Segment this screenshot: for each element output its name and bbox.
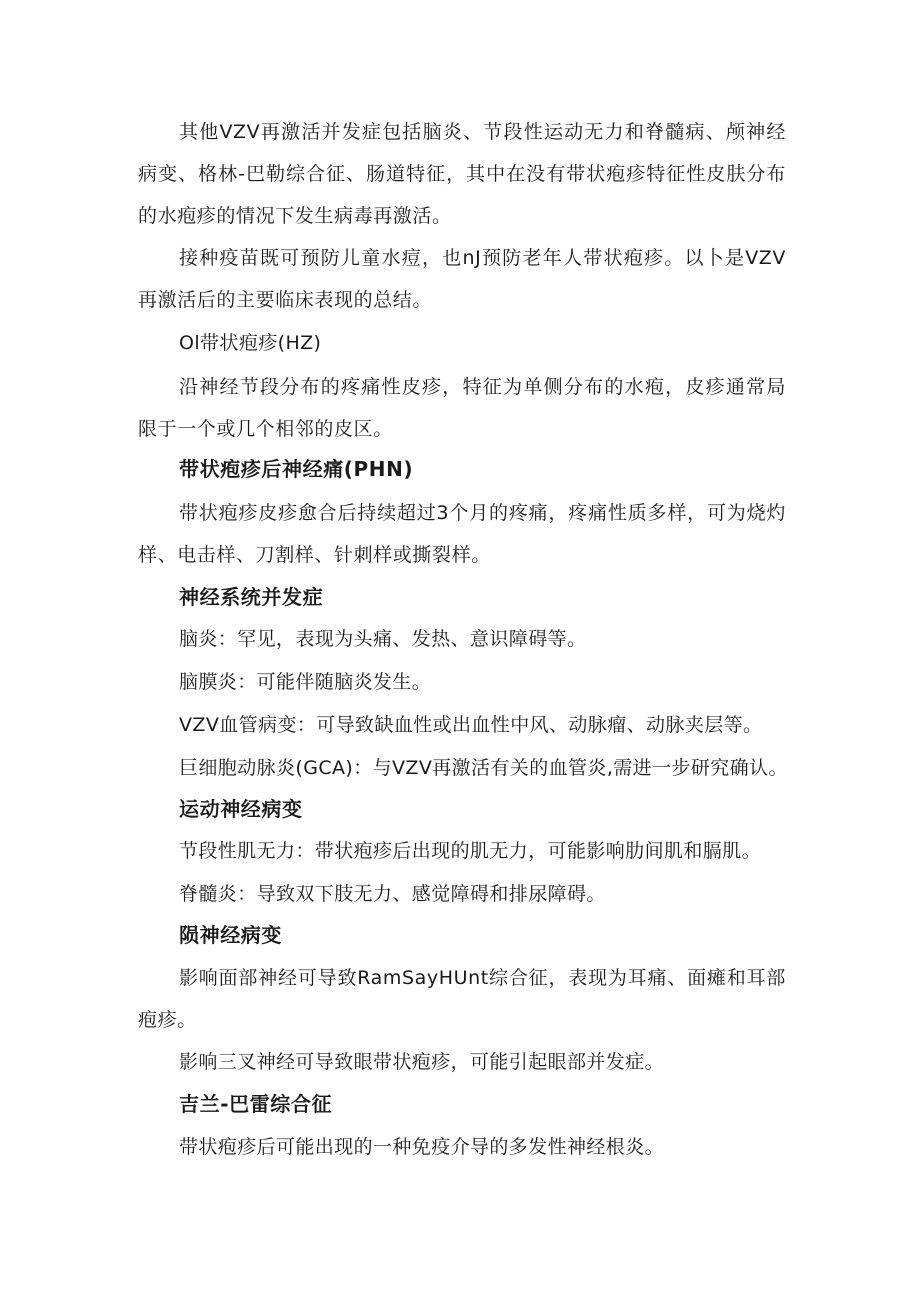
item-meningitis: 脑膜炎：可能伴随脑炎发生。 (179, 671, 432, 693)
item-giant-cell-arteritis: 巨细胞动脉炎(GCA)：与VZV再激活有关的血管炎,需进一步研究确认。 (179, 757, 788, 779)
paragraph-herpes-zoster: 沿神经节段分布的疼痛性皮疹，特征为单侧分布的水疱，皮疹通常局限于一个或几个相邻的皮区。 (138, 376, 786, 440)
item-vzv-vasculopathy: VZV血管病变：可导致缺血性或出血性中风、动脉瘤、动脉夹层等。 (179, 714, 763, 736)
heading-cranial-neuropathy: 陨神经病变 (179, 923, 282, 947)
paragraph-ramsay-hunt: 影响面部神经可导致RamSayHUnt综合征，表现为耳痛、面瘫和耳部疱疹。 (138, 967, 786, 1031)
paragraph-vaccination: 接种疫苗既可预防儿童水痘，也nJ预防老年人带状疱疹。以卜是VZV再激活后的主要临床表现的总结。 (138, 247, 786, 311)
item-encephalitis: 脑炎：罕见，表现为头痛、发热、意识障碍等。 (179, 628, 587, 650)
heading-phn: 带状疱疹后神经痛(PHN) (179, 457, 414, 481)
paragraph-guillain-barre: 带状疱疹后可能出现的一种免疫介导的多发性神经根炎。 (179, 1136, 665, 1158)
heading-guillain-barre: 吉兰-巴雷综合征 (179, 1092, 333, 1116)
item-segmental-weakness: 节段性肌无力：带状疱疹后出现的肌无力，可能影响肋间肌和膈肌。 (179, 840, 762, 862)
paragraph-complications: 其他VZV再激活并发症包括脑炎、节段性运动无力和脊髓病、颅神经病变、格林-巴勒综合征、肠道特征，其中在没有带状疱疹特征性皮肤分布的水疱疹的情况下发生病毒再激活。 (138, 121, 786, 227)
item-myelitis: 脊髓炎：导致双下肢无力、感觉障碍和排尿障碍。 (179, 883, 606, 905)
heading-motor-neuropathy: 运动神经病变 (179, 797, 303, 821)
paragraph-phn: 带状疱疹皮疹愈合后持续超过3个月的疼痛，疼痛性质多样，可为烧灼样、电击样、刀割样、针刺样或撕裂样。 (138, 502, 786, 566)
heading-herpes-zoster: Ol带状疱疹(HZ) (179, 332, 322, 354)
paragraph-ophthalmic-zoster: 影响三叉神经可导致眼带状疱疹，可能引起眼部并发症。 (179, 1051, 665, 1073)
heading-nervous-system: 神经系统并发症 (179, 585, 324, 609)
